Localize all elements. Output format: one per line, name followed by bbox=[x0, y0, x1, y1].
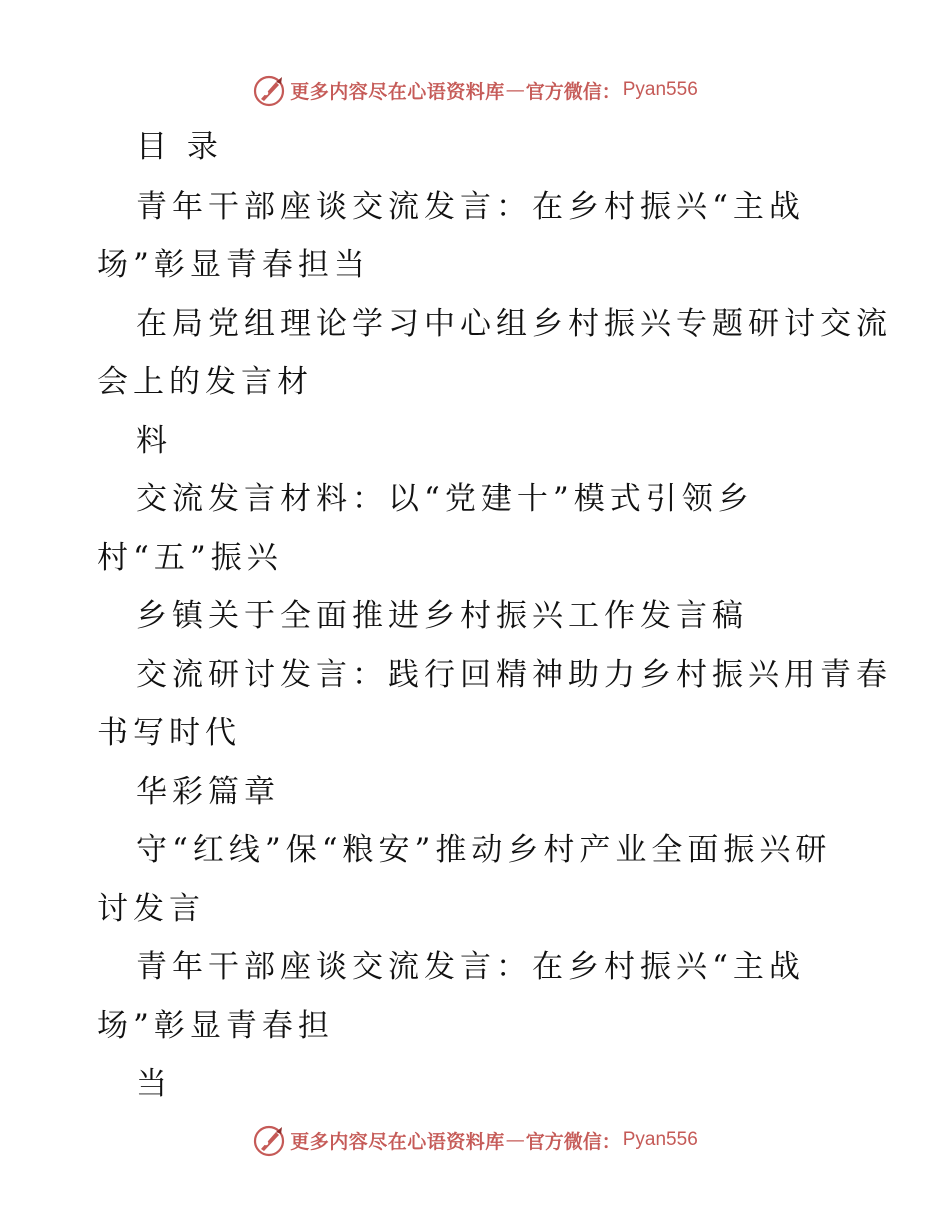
toc-line: 会上的发言材 bbox=[97, 364, 313, 400]
watermark-wechat-id: Pyan556 bbox=[622, 1129, 698, 1150]
watermark-dash: — bbox=[505, 1129, 525, 1151]
toc-line: 料 bbox=[136, 423, 172, 459]
watermark-wechat-label: 官方微信： bbox=[525, 1130, 621, 1153]
quill-pen-logo-icon bbox=[252, 73, 286, 107]
toc-line: 守“红线”保“粮安”推动乡村产业全面振兴研 bbox=[136, 832, 832, 868]
header-watermark bbox=[0, 70, 950, 110]
toc-title: 目 录 bbox=[136, 129, 223, 165]
watermark-site-text: 更多内容尽在心语资料库 bbox=[290, 80, 505, 103]
toc-line: 交流发言材料：以“党建十”模式引领乡 bbox=[136, 481, 754, 517]
toc-line: 场”彰显青春担当 bbox=[97, 247, 370, 283]
toc-line: 在局党组理论学习中心组乡村振兴专题研讨交流 bbox=[136, 306, 892, 342]
toc-line: 青年干部座谈交流发言：在乡村振兴“主战 bbox=[136, 189, 805, 225]
quill-pen-logo-icon bbox=[252, 1123, 286, 1157]
toc-line: 青年干部座谈交流发言：在乡村振兴“主战 bbox=[136, 949, 805, 985]
toc-line: 书写时代 bbox=[97, 715, 241, 751]
toc-line: 交流研讨发言：践行回精神助力乡村振兴用青春 bbox=[136, 657, 892, 693]
toc-line: 讨发言 bbox=[97, 891, 205, 927]
toc-line: 当 bbox=[136, 1066, 172, 1102]
watermark-wechat-id: Pyan556 bbox=[622, 79, 698, 100]
watermark-wechat-label: 官方微信： bbox=[525, 80, 621, 103]
toc-line: 乡镇关于全面推进乡村振兴工作发言稿 bbox=[136, 598, 748, 634]
toc-line: 村“五”振兴 bbox=[97, 540, 283, 576]
toc-line: 场”彰显青春担 bbox=[97, 1008, 334, 1044]
toc-line: 华彩篇章 bbox=[136, 774, 280, 810]
watermark-dash: — bbox=[505, 79, 525, 101]
watermark-site-text: 更多内容尽在心语资料库 bbox=[290, 1130, 505, 1153]
footer-watermark bbox=[0, 1120, 950, 1160]
